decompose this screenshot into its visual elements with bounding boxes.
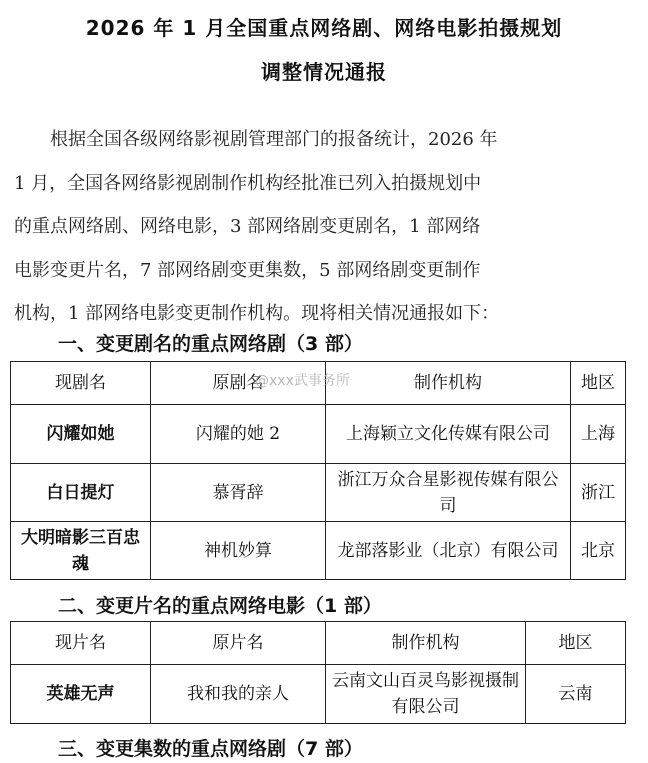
column-header: 原片名 — [151, 622, 326, 665]
column-header: 地区 — [526, 622, 626, 665]
table-row — [11, 405, 626, 464]
region-cell: 北京 — [571, 522, 626, 580]
original-title-cell: 闪耀的她 2 — [151, 405, 326, 464]
current-title-cell: 英雄无声 — [11, 665, 151, 724]
current-title-cell: 白日提灯 — [11, 464, 151, 522]
section-heading-renamed-series: 一、变更剧名的重点网络剧（3 部） — [58, 333, 363, 355]
organization-cell: 云南文山百灵鸟影视摄制有限公司 — [326, 665, 526, 724]
region-cell: 浙江 — [571, 464, 626, 522]
organization-cell: 上海颖立文化传媒有限公司 — [326, 405, 571, 464]
column-header: 现剧名 — [11, 362, 151, 405]
column-header: 地区 — [571, 362, 626, 405]
column-header: 制作机构 — [326, 362, 571, 405]
original-title-cell: 神机妙算 — [151, 522, 326, 580]
intro-line: 电影变更片名，7 部网络剧变更集数，5 部网络剧变更制作 — [14, 259, 481, 281]
table-row — [11, 665, 626, 724]
column-header: 现片名 — [11, 622, 151, 665]
organization-cell: 龙部落影业（北京）有限公司 — [326, 522, 571, 580]
intro-line: 1 月，全国各网络影视剧制作机构经批准已列入拍摄规划中 — [14, 172, 482, 194]
column-header: 制作机构 — [326, 622, 526, 665]
renamed-films-table — [10, 621, 626, 724]
organization-cell: 浙江万众合星影视传媒有限公司 — [326, 464, 571, 522]
original-title-cell: 我和我的亲人 — [151, 665, 326, 724]
table-row — [11, 522, 626, 580]
table-row — [11, 464, 626, 522]
intro-line: 机构，1 部网络电影变更制作机构。现将相关情况通报如下： — [14, 303, 500, 324]
document-title: 2026 年 1 月全国重点网络剧、网络电影拍摄规划 — [85, 16, 563, 40]
section-heading-episode-changes: 三、变更集数的重点网络剧（7 部） — [58, 738, 363, 760]
current-title-cell: 闪耀如她 — [11, 405, 151, 464]
region-cell: 云南 — [526, 665, 626, 724]
document-subtitle: 调整情况通报 — [261, 60, 387, 84]
intro-paragraph — [14, 118, 574, 336]
section-heading-renamed-films: 二、变更片名的重点网络电影（1 部） — [58, 595, 382, 617]
column-header: 原剧名 — [151, 362, 326, 405]
watermark: @xxx武事务所 — [255, 373, 350, 389]
intro-line: 的重点网络剧、网络电影，3 部网络剧变更剧名，1 部网络 — [14, 216, 481, 237]
original-title-cell: 慕胥辞 — [151, 464, 326, 522]
current-title-cell: 大明暗影三百忠魂 — [11, 522, 151, 580]
table-header-row — [11, 622, 626, 665]
region-cell: 上海 — [571, 405, 626, 464]
renamed-series-table — [10, 361, 626, 580]
intro-line: 根据全国各级网络影视剧管理部门的报备统计，2026 年 — [14, 129, 498, 150]
